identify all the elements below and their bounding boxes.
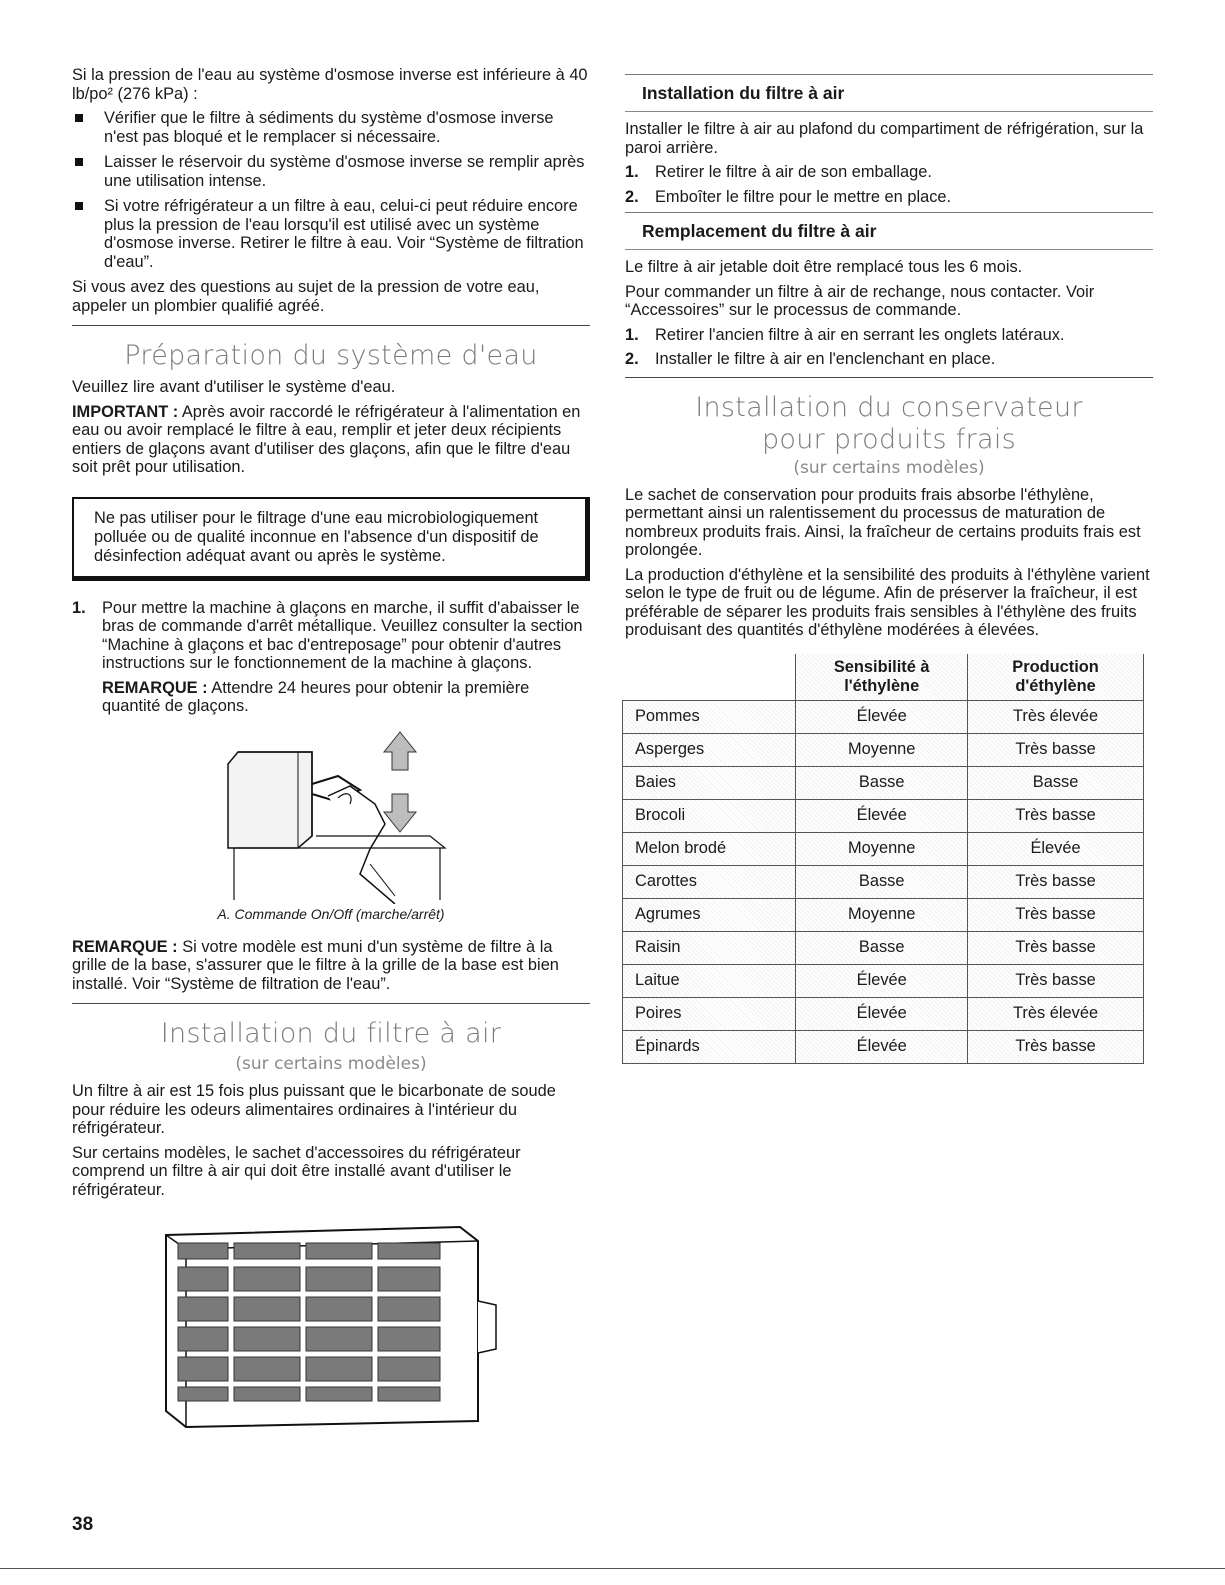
produce-name-cell: Brocoli [623,799,796,832]
table-row [623,1030,1144,1063]
production-cell: Très basse [968,733,1144,766]
sensitivity-cell: Élevée [796,799,968,832]
produce-name-cell: Carottes [623,865,796,898]
install-paragraph: Installer le filtre à air au plafond du compartiment de réfrigération, sur la paroi arrière. [625,120,1144,157]
list-item: 1. Pour mettre la machine à glaçons en marche, il suffit d'abaisser le bras de commande d'arrêt métallique. Veuillez consulter la section “Machine à glaçons et bac d'entreposage” pour obtenir d'autres instructions sur le fonctionnement de la machine à glaçons. REMARQUE : Attendre 24 heures pour obtenir la première quantité de glaçons. [72,599,590,716]
production-cell: Très élevée [968,700,1144,733]
icemaker-note: REMARQUE : Attendre 24 heures pour obtenir la première quantité de glaçons. [102,678,530,715]
sensitivity-cell: Moyenne [796,733,968,766]
replace-air-filter-heading: Remplacement du filtre à air [625,213,1153,250]
figure-caption: A. Commande On/Off (marche/arrêt) [217,905,445,922]
table-header-sensitivity: Sensibilité à l'éthylène [796,654,968,701]
produce-name-cell: Agrumes [623,898,796,931]
table-row [623,832,1144,865]
replace-paragraph-1: Le filtre à air jetable doit être remplacé tous les 6 mois. [625,258,1023,276]
sensitivity-cell: Basse [796,865,968,898]
production-cell: Très basse [968,931,1144,964]
produce-name-cell: Asperges [623,733,796,766]
produce-name-cell: Épinards [623,1030,796,1063]
important-label: IMPORTANT : [72,402,179,421]
air-filter-section-title: Installation du filtre à air [160,1018,502,1049]
page-number: 38 [72,1514,94,1535]
produce-name-cell: Baies [623,766,796,799]
square-bullet-icon [75,158,83,166]
sensitivity-cell: Basse [796,931,968,964]
icemaker-figure [220,724,590,904]
fresh-preserver-subtitle: (sur certains modèles) [793,457,985,478]
produce-name-cell: Pommes [623,700,796,733]
table-body [623,700,1144,1063]
right-column [625,74,1153,1064]
pressure-bullets [72,109,590,271]
production-cell: Élevée [968,832,1144,865]
fresh-preserver-title-line1: Installation du conservateur [695,391,1083,423]
base-filter-note: REMARQUE : Si votre modèle est muni d'un système de filtre à la grille de la base, s'assurer que le filtre à la grille de la base est bien installé. Voir “Système de filtration de l'eau”. [72,937,559,993]
fresh-preserver-title-line2: pour produits frais [761,423,1017,455]
produce-name-cell: Melon brodé [623,832,796,865]
prep-section-title: Préparation du système d'eau [124,340,538,371]
list-item: 2. Installer le filtre à air en l'enclenchant en place. [625,350,996,368]
list-item: 2. Emboîter le filtre pour le mettre en place. [625,187,952,206]
production-cell: Très basse [968,1030,1144,1063]
production-cell: Très élevée [968,997,1144,1030]
left-column [72,66,590,1431]
table-row [623,931,1144,964]
produce-name-cell: Raisin [623,931,796,964]
air-filter-figure [160,1221,590,1431]
table-row [623,733,1144,766]
table-row [623,799,1144,832]
sensitivity-cell: Élevée [796,997,968,1030]
production-cell: Très basse [968,799,1144,832]
icemaker-steps [72,599,590,716]
sensitivity-cell: Élevée [796,1030,968,1063]
divider [625,377,1153,378]
table-header-empty [623,654,796,701]
produce-name-cell: Laitue [623,964,796,997]
list-item: 1. Retirer le filtre à air de son emballage. [625,163,932,181]
replace-steps [625,326,1153,369]
bottom-rule [0,1568,1225,1569]
install-air-filter-heading: Installation du filtre à air [625,75,1153,112]
table-row [623,898,1144,931]
air-filter-intro: Un filtre à air est 15 fois plus puissant que le bicarbonate de soude pour réduire les odeurs alimentaires ordinaires à l'intérieur du réfrigérateur. [72,1082,556,1137]
important-paragraph: IMPORTANT : Après avoir raccordé le réfrigérateur à l'alimentation en eau ou avoir remplacé le filtre à eau, remplir et jeter deux récipients entiers de glaçons avant d'utiliser des glaçons, afin que le filtre d'eau soit prêt pour utilisation. [72,402,581,476]
produce-name-cell: Poires [623,997,796,1030]
table-row [623,766,1144,799]
divider [72,1003,590,1004]
production-cell: Très basse [968,964,1144,997]
sensitivity-cell: Élevée [796,700,968,733]
prep-read-notice: Veuillez lire avant d'utiliser le système d'eau. [72,378,396,396]
table-header-production: Production d'éthylène [968,654,1144,701]
air-filter-accessories: Sur certains modèles, le sachet d'accessoires du réfrigérateur comprend un filtre à air qui doit être installé avant d'utiliser le réfrigérateur. [72,1143,521,1199]
list-item: Vérifier que le filtre à sédiments du système d'osmose inverse n'est pas bloqué et le remplacer si nécessaire. [72,109,590,146]
production-cell: Très basse [968,865,1144,898]
warning-text: Ne pas utiliser pour le filtrage d'une eau microbiologiquement polluée ou de qualité inconnue en l'absence d'un dispositif de désinfection adéquat avant ou après le système. [94,508,539,565]
production-cell: Très basse [968,898,1144,931]
install-steps [625,163,1153,206]
warning-box [72,497,590,581]
icemaker-arm-illustration [220,724,460,904]
sensitivity-cell: Élevée [796,964,968,997]
list-item: Laisser le réservoir du système d'osmose inverse se remplir après une utilisation intense. [72,153,590,190]
ethylene-table [622,654,1144,1064]
sensitivity-cell: Basse [796,766,968,799]
air-filter-illustration [160,1221,500,1431]
list-item: Si votre réfrigérateur a un filtre à eau, celui-ci peut réduire encore plus la pression de l'eau lorsqu'il est utilisé avec un système d'osmose inverse. Retirer le filtre à eau. Voir “Système de filtration d'eau”. [72,197,590,271]
sensitivity-cell: Moyenne [796,898,968,931]
replace-paragraph-2: Pour commander un filtre à air de rechange, nous contacter. Voir “Accessoires” sur le processus de commande. [625,282,1095,319]
pressure-intro: Si la pression de l'eau au système d'osmose inverse est inférieure à 40 lb/po² (276 kPa) : [72,66,588,103]
list-item: 1. Retirer l'ancien filtre à air en serrant les onglets latéraux. [625,325,1065,344]
questions-paragraph: Si vous avez des questions au sujet de la pression de votre eau, appeler un plombier qualifié agréé. [72,278,540,315]
production-cell: Basse [968,766,1144,799]
table-row [623,700,1144,733]
square-bullet-icon [75,202,83,210]
table-row [623,997,1144,1030]
sensitivity-cell: Moyenne [796,832,968,865]
fresh-paragraph-1: Le sachet de conservation pour produits frais absorbe l'éthylène, permettant ainsi un ralentissement du processus de maturation de nombreux produits frais. Ainsi, la fraîcheur de certains produits frais est prolongée. [625,485,1141,559]
divider [72,325,590,326]
air-filter-section-subtitle: (sur certains modèles) [235,1054,427,1074]
table-row [623,865,1144,898]
table-row [623,964,1144,997]
table-header-row [623,654,1144,701]
fresh-paragraph-2: La production d'éthylène et la sensibilité des produits à l'éthylène varient selon le type de fruit ou de légume. Afin de préserver la fraîcheur, il est préférable de séparer les produits frais sensibles à l'éthylène des fruits produisant des quantités d'éthylène modérées à élevées. [625,565,1150,639]
square-bullet-icon [75,114,83,122]
